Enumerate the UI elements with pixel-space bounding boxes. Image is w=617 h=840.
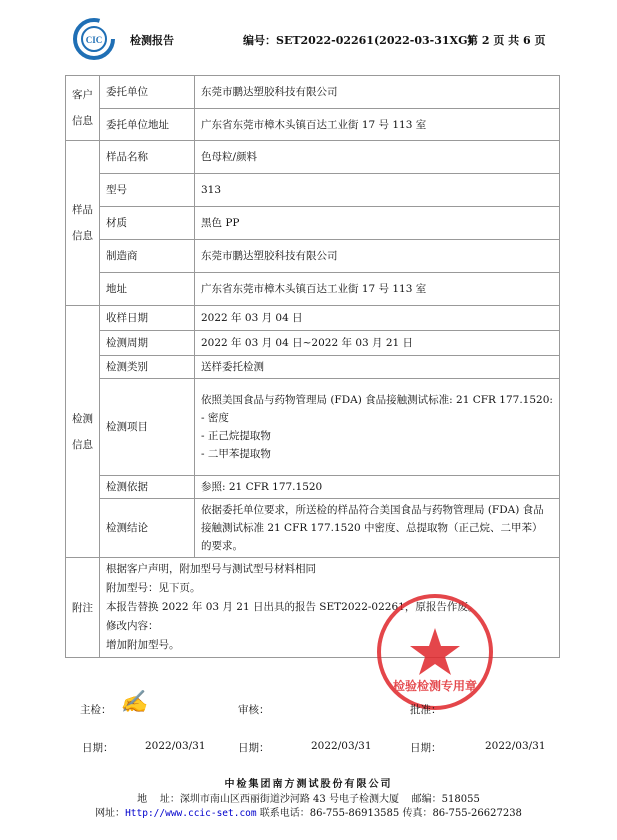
field-label: 材质 — [100, 207, 195, 240]
field-label: 委托单位 — [100, 76, 195, 109]
notes-group-label: 附注 — [66, 558, 100, 658]
date-label: 日期： — [82, 742, 114, 754]
field-value: 东莞市鹏达塑胶科技有限公司 — [195, 240, 560, 273]
client-row — [66, 76, 560, 109]
field-label: 检测周期 — [100, 331, 195, 356]
cic-logo — [72, 17, 116, 61]
sample-row — [66, 273, 560, 306]
field-value: 依照美国食品与药物管理局 (FDA) 食品接触测试标准: 21 CFR 177.1520: - 密度 - 正己烷提取物 - 二甲苯提取物 — [195, 379, 560, 476]
report-number: 编号：SET2022-02261(2022-03-31XG) — [243, 34, 473, 47]
field-value: 依据委托单位要求，所送检的样品符合美国食品与药物管理局 (FDA) 食品接触测试标准 21 CFR 177.1520 中密度、总提取物（正己烷、二甲苯）的要求。 — [195, 499, 560, 558]
field-label: 型号 — [100, 174, 195, 207]
field-value: 黑色 PP — [195, 207, 560, 240]
report-table — [65, 75, 560, 658]
note-line: 修改内容： — [106, 620, 159, 632]
field-label: 制造商 — [100, 240, 195, 273]
note-line: 本报告替换 2022 年 03 月 21 日出具的报告 SET2022-02261，原报告作废。 — [106, 601, 479, 613]
inspector-date: 2022/03/31 — [145, 740, 206, 752]
test-row — [66, 331, 560, 356]
field-value: 2022 年 03 月 04 日~2022 年 03 月 21 日 — [195, 331, 560, 356]
reviewer-label: 审核： — [238, 704, 270, 716]
field-label: 样品名称 — [100, 141, 195, 174]
field-value: 送样委托检测 — [195, 356, 560, 379]
field-label: 收样日期 — [100, 306, 195, 331]
sample-group-label: 样品 信息 — [66, 141, 100, 306]
inspector-signature: ✍ — [120, 690, 148, 715]
note-line: 增加附加型号。 — [106, 639, 180, 651]
field-label: 检测结论 — [100, 499, 195, 558]
sample-row — [66, 141, 560, 174]
field-value: 2022 年 03 月 04 日 — [195, 306, 560, 331]
field-value: 色母粒/颜料 — [195, 141, 560, 174]
website-link[interactable]: Http://www.ccic-set.com — [125, 808, 257, 819]
svg-text:检验检测专用章: 检验检测专用章 — [392, 679, 478, 693]
test-row — [66, 356, 560, 379]
field-value: 广东省东莞市樟木头镇百达工业街 17 号 113 室 — [195, 109, 560, 141]
field-label: 地址 — [100, 273, 195, 306]
report-title: 检测报告 — [130, 34, 174, 47]
client-group-label: 客户 信息 — [66, 76, 100, 141]
sample-row — [66, 174, 560, 207]
test-group-label: 检测 信息 — [66, 306, 100, 558]
footer-contact — [0, 804, 617, 819]
footer-company: 中检集团南方测试股份有限公司 — [224, 779, 393, 790]
official-stamp — [373, 590, 497, 714]
date-label: 日期： — [410, 742, 442, 754]
test-row — [66, 476, 560, 499]
field-label: 检测项目 — [100, 379, 195, 476]
web-label: 网址： — [95, 808, 126, 819]
field-value: 广东省东莞市樟木头镇百达工业街 17 号 113 室 — [195, 273, 560, 306]
approver-date: 2022/03/31 — [485, 740, 546, 752]
sample-row — [66, 207, 560, 240]
field-label: 委托单位地址 — [100, 109, 195, 141]
inspector-label: 主检： — [80, 704, 112, 716]
sample-row — [66, 240, 560, 273]
test-row — [66, 379, 560, 476]
page-indicator: 第 2 页 共 6 页 — [467, 34, 546, 47]
svg-text:CIC: CIC — [85, 35, 103, 45]
date-label: 日期： — [238, 742, 270, 754]
field-value: 参照: 21 CFR 177.1520 — [195, 476, 560, 499]
note-line: 附加型号：见下页。 — [106, 582, 201, 594]
client-row — [66, 109, 560, 141]
field-value: 东莞市鹏达塑胶科技有限公司 — [195, 76, 560, 109]
field-label: 检测依据 — [100, 476, 195, 499]
field-label: 检测类别 — [100, 356, 195, 379]
test-row — [66, 306, 560, 331]
footer-address: 地 址：深圳市南山区西丽街道沙河路 43 号电子检测大厦 邮编：518055 — [137, 794, 480, 805]
note-line: 根据客户声明，附加型号与测试型号材料相同 — [106, 563, 316, 575]
reviewer-date: 2022/03/31 — [311, 740, 372, 752]
test-row — [66, 499, 560, 558]
field-value: 313 — [195, 174, 560, 207]
approver-label: 批准： — [410, 704, 442, 716]
contact-info: 联系电话：86-755-86913585 传真：86-755-26627238 — [256, 808, 522, 819]
